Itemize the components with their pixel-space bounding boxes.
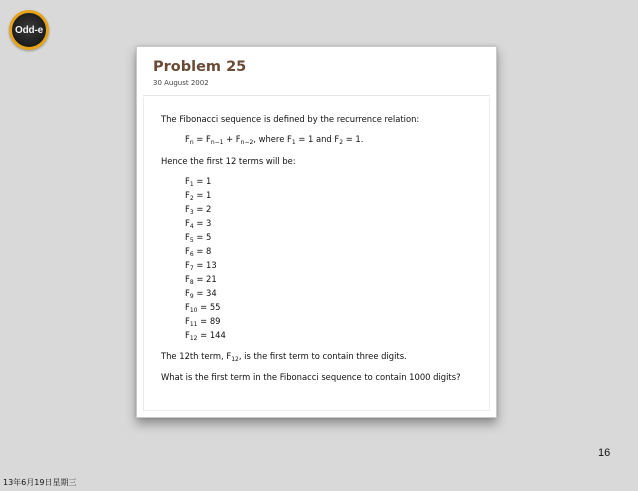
term-equals: =: [193, 232, 206, 242]
term-index: 5: [189, 237, 194, 244]
term-equals: =: [197, 316, 210, 326]
term-symbol: F: [185, 316, 190, 326]
term-symbol: F: [185, 232, 190, 242]
problem-date: 30 August 2002: [153, 79, 209, 87]
term-symbol: F: [185, 274, 190, 284]
hence-text: Hence the first 12 terms will be:: [161, 156, 296, 166]
term-value: 21: [206, 274, 217, 284]
conclusion-part: , is the first term to contain three digits.: [238, 351, 407, 361]
term-symbol: F: [185, 246, 190, 256]
term-value: 55: [209, 302, 221, 312]
term-symbol: F: [185, 190, 190, 200]
term-index: 1: [189, 181, 194, 188]
term-index: 3: [189, 209, 194, 216]
fibonacci-term: [185, 232, 211, 243]
term-equals: =: [193, 288, 206, 298]
term-index: 10: [189, 307, 198, 314]
term-value: 89: [209, 316, 221, 326]
conclusion-text: [161, 351, 407, 362]
formula-sub: 2: [339, 139, 344, 146]
fibonacci-term: [185, 288, 217, 299]
term-index: 7: [189, 265, 194, 272]
formula-part: + F: [223, 134, 241, 144]
term-value: 144: [209, 330, 226, 340]
question-text: What is the first term in the Fibonacci sequence to contain 1000 digits?: [161, 372, 461, 382]
term-value: 1: [206, 190, 212, 200]
term-equals: =: [197, 302, 210, 312]
intro-text: The Fibonacci sequence is defined by the recurrence relation:: [161, 114, 420, 124]
formula-part: = 1.: [343, 134, 364, 144]
term-value: 5: [206, 232, 212, 242]
fibonacci-term: [185, 330, 226, 341]
problem-title: Problem 25: [153, 59, 247, 75]
problem-card: [136, 46, 497, 418]
formula-part: = F: [193, 134, 211, 144]
term-equals: =: [197, 330, 210, 340]
page-number: 16: [598, 447, 611, 459]
term-equals: =: [193, 190, 206, 200]
term-value: 34: [206, 288, 217, 298]
term-symbol: F: [185, 218, 190, 228]
logo-text: Odd-e: [15, 24, 43, 36]
problem-header: [153, 59, 483, 87]
term-value: 3: [206, 218, 212, 228]
term-value: 8: [206, 246, 212, 256]
fibonacci-term: [185, 246, 211, 257]
fibonacci-term: [185, 176, 211, 187]
formula-part: F: [185, 134, 190, 144]
header-divider: [143, 95, 490, 96]
term-index: 2: [189, 195, 194, 202]
term-index: 9: [189, 293, 194, 300]
fibonacci-term: [185, 218, 211, 229]
formula-sub: n−2: [240, 139, 254, 146]
term-index: 12: [189, 335, 198, 342]
term-equals: =: [193, 260, 206, 270]
term-equals: =: [193, 218, 206, 228]
recurrence-formula: [185, 134, 363, 145]
term-equals: =: [193, 176, 206, 186]
term-symbol: F: [185, 260, 190, 270]
fibonacci-term: [185, 260, 217, 271]
term-symbol: F: [185, 176, 190, 186]
term-equals: =: [193, 246, 206, 256]
term-symbol: F: [185, 204, 190, 214]
term-symbol: F: [185, 330, 190, 340]
fibonacci-term: [185, 190, 211, 201]
term-value: 2: [206, 204, 212, 214]
fibonacci-term: [185, 302, 220, 313]
formula-sub: 1: [291, 139, 296, 146]
term-index: 8: [189, 279, 194, 286]
fibonacci-term: [185, 316, 220, 327]
formula-part: = 1 and F: [295, 134, 340, 144]
formula-part: , where F: [253, 134, 292, 144]
term-value: 1: [206, 176, 212, 186]
term-equals: =: [193, 274, 206, 284]
term-equals: =: [193, 204, 206, 214]
term-index: 6: [189, 251, 194, 258]
fibonacci-term: [185, 204, 211, 215]
term-symbol: F: [185, 288, 190, 298]
term-symbol: F: [185, 302, 190, 312]
conclusion-part: The 12th term, F: [161, 351, 232, 361]
formula-sub: n−1: [210, 139, 224, 146]
timestamp: 13年6月19日星期三: [3, 478, 77, 487]
term-index: 4: [189, 223, 194, 230]
term-value: 13: [206, 260, 217, 270]
fibonacci-term: [185, 274, 217, 285]
odd-e-logo: [9, 10, 49, 50]
conclusion-sub: 12: [231, 356, 239, 363]
term-index: 11: [189, 321, 198, 328]
formula-sub: n: [189, 139, 194, 146]
